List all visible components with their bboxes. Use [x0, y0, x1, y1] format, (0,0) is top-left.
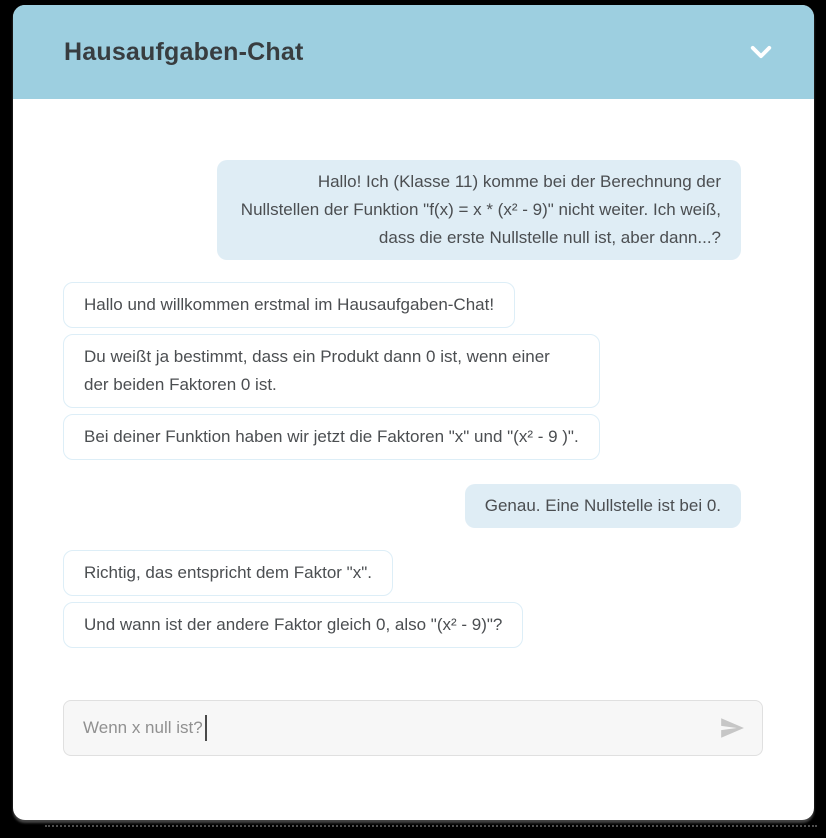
send-icon — [717, 715, 747, 741]
bot-message-bubble: Und wann ist der andere Faktor gleich 0, also "(x² - 9)"? — [63, 602, 523, 648]
bot-message-bubble: Du weißt ja bestimmt, dass ein Produkt dann 0 ist, wenn einer der beiden Faktoren 0 ist. — [63, 334, 600, 408]
text-caret — [205, 715, 207, 741]
message-input-value: Wenn x null ist? — [83, 718, 203, 737]
bottom-dotted-line — [45, 825, 817, 827]
message-input-text — [83, 715, 716, 741]
bot-message-bubble: Hallo und willkommen erstmal im Hausaufgaben-Chat! — [63, 282, 515, 328]
chat-log — [13, 99, 814, 654]
chat-header — [13, 5, 814, 99]
send-button[interactable] — [716, 714, 748, 742]
user-message-bubble: Genau. Eine Nullstelle ist bei 0. — [465, 484, 741, 528]
bot-message-bubble: Richtig, das entspricht dem Faktor "x". — [63, 550, 393, 596]
bot-message-bubble: Bei deiner Funktion haben wir jetzt die Faktoren "x" und "(x² - 9 )". — [63, 414, 600, 460]
page-title: Hausaufgaben-Chat — [64, 37, 304, 66]
user-message-bubble: Hallo! Ich (Klasse 11) komme bei der Berechnung der Nullstellen der Funktion "f(x) = x * (x² - 9)" nicht weiter. Ich weiß, dass die erste Nullstelle null ist, aber dann...? — [217, 160, 741, 260]
collapse-button[interactable] — [748, 42, 774, 62]
chat-widget — [13, 5, 814, 820]
chevron-down-icon — [750, 45, 772, 60]
message-input[interactable] — [63, 700, 763, 756]
